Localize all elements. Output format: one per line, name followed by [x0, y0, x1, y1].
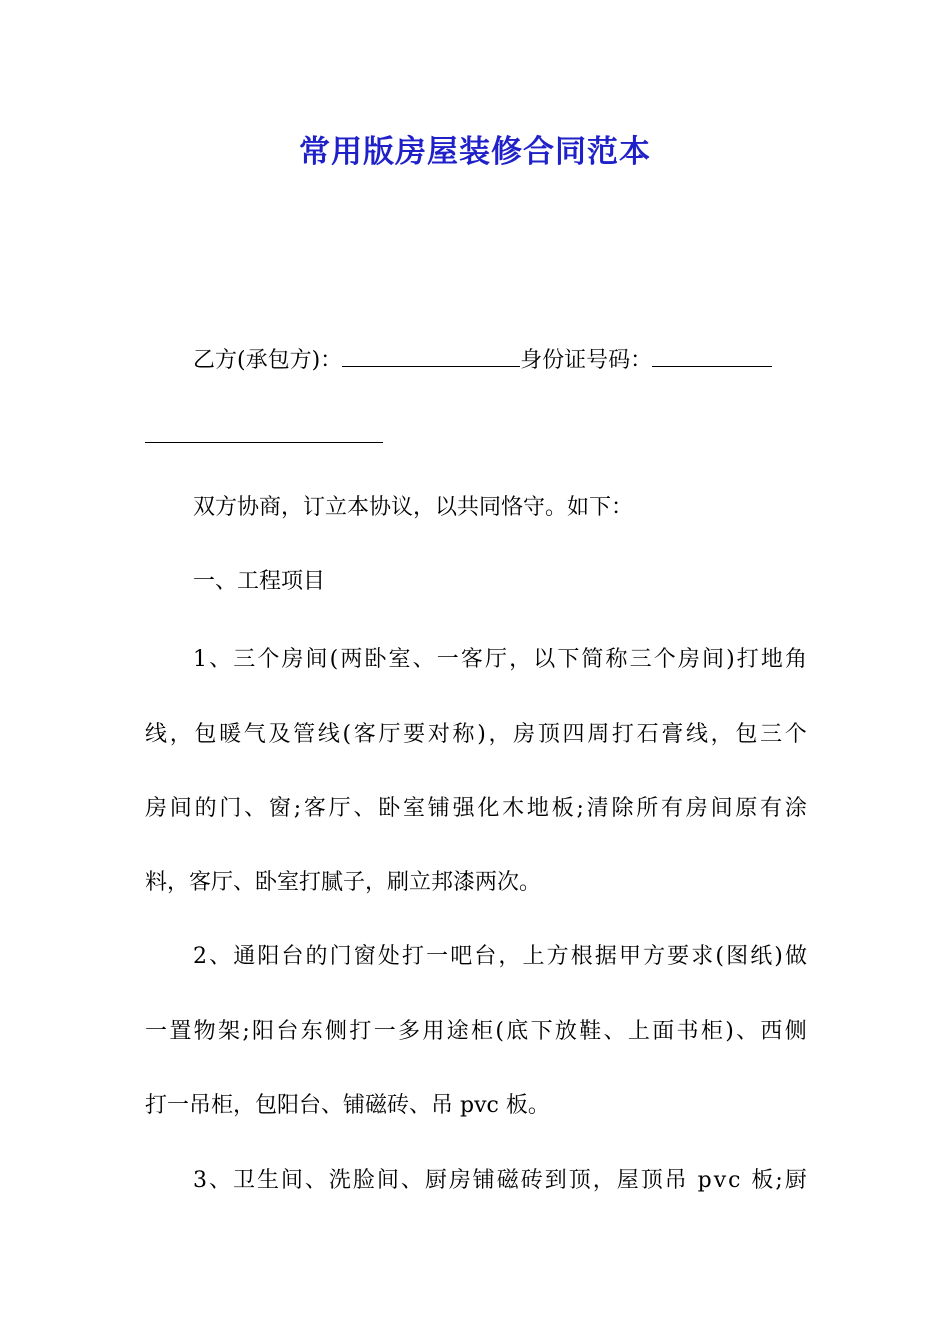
document-title: 常用版房屋装修合同范本 [299, 134, 651, 170]
id-number-blank-continuation [145, 442, 383, 443]
item2-line2: 一 置 物 架 ; 阳 台 东 侧 打 一 多 用 途 柜 ( 底 下 放 鞋 、 上 面 书 柜 ) 、 西 侧 [145, 1019, 807, 1044]
id-number-blank [652, 344, 772, 367]
item3-line1: 3 、 卫 生 间 、 洗 脸 间 、 厨 房 铺 磁 砖 到 顶 ， 屋 顶 吊 p v c 板 ; 厨 [193, 1168, 807, 1193]
item2-line3: 打一吊柜，包阳台、铺磁砖、吊 pvc 板。 [145, 1093, 550, 1118]
party-b-line [193, 344, 807, 377]
item1-line2: 线 ， 包 暖 气 及 管 线 ( 客 厅 要 对 称 ) ， 房 顶 四 周 打 石 膏 线 ， 包 三 个 [145, 722, 807, 747]
party-b-label: 乙方(承包方)： [193, 348, 343, 373]
party-b-blank [342, 344, 520, 367]
item1-line4: 料，客厅、卧室打腻子，刷立邦漆两次。 [145, 870, 542, 895]
item1-line3: 房 间 的 门 、 窗 ; 客 厅 、 卧 室 铺 强 化 木 地 板 ; 清 除 所 有 房 间 原 有 涂 [145, 796, 807, 821]
item2-line1: 2 、 通 阳 台 的 门 窗 处 打 一 吧 台 ， 上 方 根 据 甲 方 要 求 ( 图 纸 ) 做 [193, 944, 807, 969]
section1-heading: 一、工程项目 [193, 569, 326, 594]
id-number-label: 身份证号码： [520, 348, 653, 373]
intro-paragraph: 双方协商，订立本协议，以共同恪守。如下： [193, 495, 634, 520]
item1-line1: 1 、 三 个 房 间 ( 两 卧 室 、 一 客 厅 ， 以 下 简 称 三 个 房 间 ) 打 地 角 [193, 647, 807, 672]
